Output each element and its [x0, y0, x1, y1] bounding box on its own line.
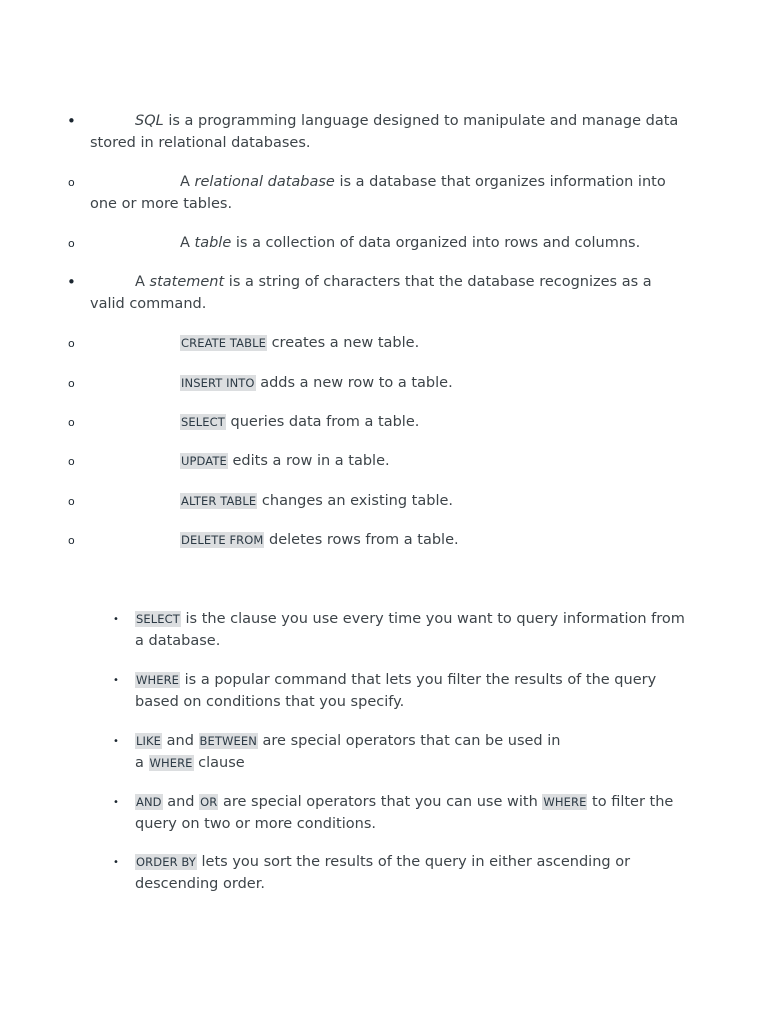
bullet-circle-icon: o [68, 176, 75, 189]
code-keyword: BETWEEN [199, 734, 257, 748]
code-keyword: LIKE [136, 734, 162, 748]
code-keyword: INSERT INTO [181, 376, 255, 390]
bullet-disc-icon: • [113, 736, 119, 747]
bullet-disc-icon: • [113, 857, 119, 868]
code-keyword: CREATE TABLE [181, 336, 266, 350]
code-keyword: SELECT [136, 612, 180, 626]
bullet-disc-icon: • [113, 797, 119, 808]
bullet-circle-icon: o [68, 495, 75, 508]
bullet-disc-icon: • [67, 273, 76, 291]
code-keyword: ALTER TABLE [181, 494, 257, 508]
code-keyword: UPDATE [181, 454, 227, 468]
bullet-disc-icon: • [113, 614, 119, 625]
code-keyword: ORDER BY [136, 855, 196, 869]
bullet-circle-icon: o [68, 377, 75, 390]
code-keyword: WHERE [149, 755, 193, 770]
code-keyword: AND [136, 795, 162, 809]
bullet-circle-icon: o [68, 534, 75, 547]
bullet-circle-icon: o [68, 455, 75, 468]
term: SQL [135, 113, 164, 129]
code-keyword: DELETE FROM [181, 533, 264, 547]
bullet-circle-icon: o [68, 337, 75, 350]
bullet-circle-icon: o [68, 416, 75, 429]
bullet-circle-icon: o [68, 237, 75, 250]
term: table [194, 235, 232, 251]
code-keyword: OR [200, 795, 218, 809]
code-keyword: WHERE [543, 795, 587, 809]
code-keyword: WHERE [136, 673, 180, 687]
term: statement [149, 274, 225, 290]
bullet-disc-icon: • [113, 675, 119, 686]
term: relational database [194, 174, 335, 190]
bullet-disc-icon: • [67, 112, 76, 130]
document-page: • SQL is a programming language designed to manipulate and manage data stored in relational databases. o A relational database is a database that organizes information into one or more tables. o A table is a collection of data organized into rows and columns. • A statement is a string of characters that the database recognizes as a valid command. o CREATE TABLE creates a new table. o INSERT INTO adds a new row to a table. o SELECT queries data from a table. o UPDATE edits a row in a table. o ALTER TABLE changes an existing table. o DELETE FROM deletes rows from a table. • SELECT is the clause you use every time you want to query information from a database. • WHERE is a popular command that lets you filter the results of the query based on conditions that you specify. • LIKE and BETWEEN are special operators that can be used in a WHERE clause • AND and OR are special operators that you can use with WHERE to filter the query on two or more conditions. • ORDER BY lets you sort the results of the query in either ascending or descending order. [67, 112, 685, 892]
code-keyword: SELECT [181, 415, 225, 429]
